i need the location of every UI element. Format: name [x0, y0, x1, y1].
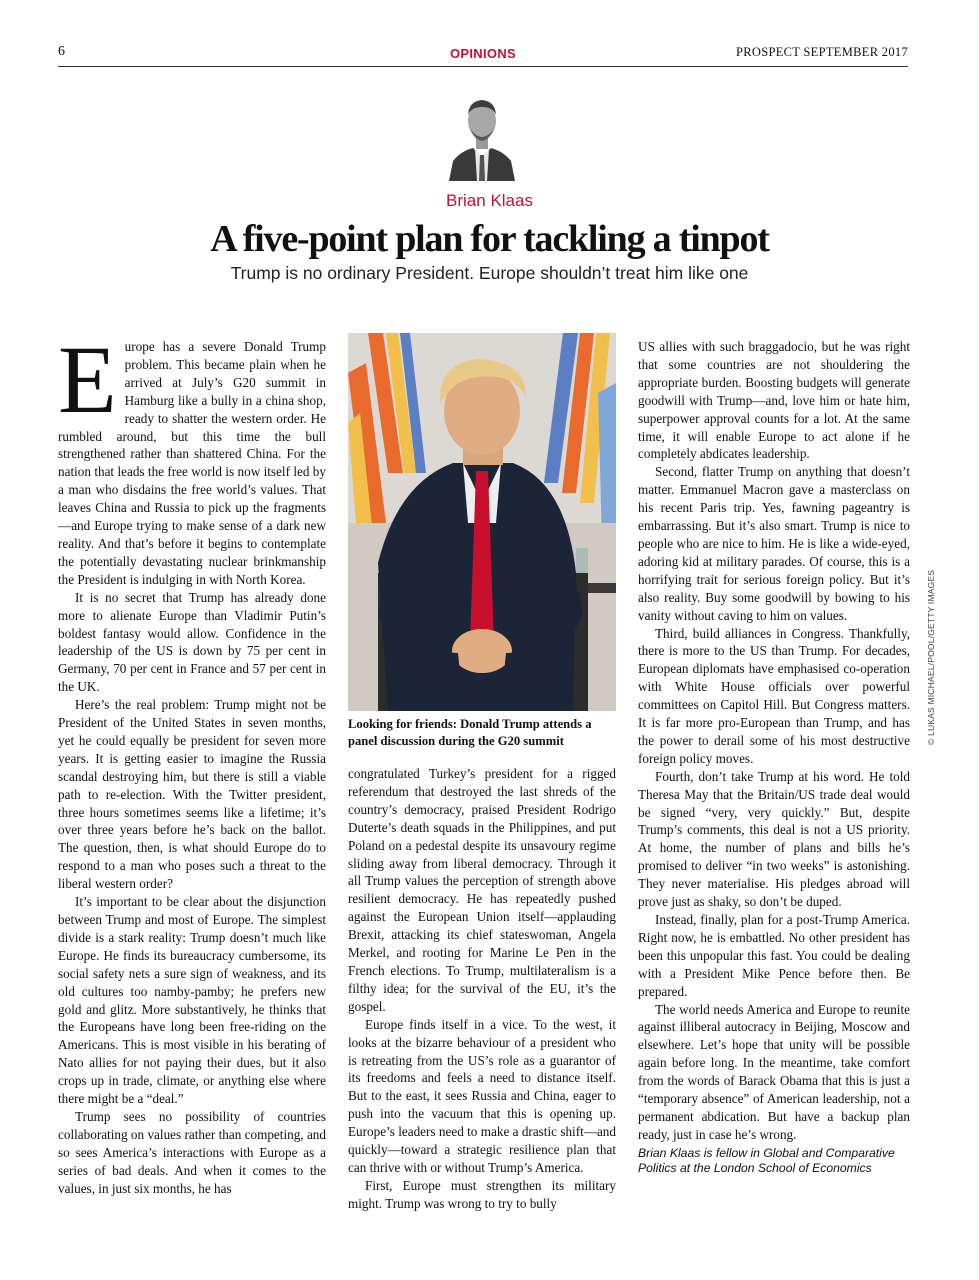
- headline: A five-point plan for tackling a tinpot: [210, 218, 769, 260]
- paragraph: Europe finds itself in a vice. To the west, it looks at the bizarre behaviour of a president who is retreating from the US’s role as a guarantor of its freedoms and feels a need to distance itself. But to the east, it sees Russia and China, eager to push into the vacuum that this is opening up. Europe’s leaders need to make a drastic shift—and quickly—toward a strategic resilience plan that can thrive with or without Trump’s America.: [348, 1016, 616, 1175]
- paragraph: The world needs America and Europe to reunite against illiberal autocracy in Beijing, Moscow and elsewhere. Let’s hope that unity will be possible again before long. In the meantime, take comfort from the words of Barack Obama that this is just a “temporary absence” of American leadership, not a permanent abdication. But have a backup plan ready, just in case he’s wrong.: [638, 1001, 910, 1142]
- paragraph: Europe has a severe Donald Trump problem. This became plain when he arrived at July’s G20 summit in Hamburg like a bully in a china shop, ready to shatter the western order. He rumbled around, but this time the bull strengthened rather than shattered China. For the nation that leads the free world is now itself led by a man who disdains the free world’s values. That leaves China and Russia to pick up the fragments—and Europe trying to make sense of a dark new reality. And that’s before it begins to contemplate the potentially devastating nuclear brinkmanship the President is indulging in with North Korea.: [58, 326, 326, 587]
- paragraph: First, Europe must strengthen its military might. Trump was wrong to try to bully: [348, 1177, 616, 1211]
- paragraph: Here’s the real problem: Trump might not be President of the United States in seven months, yet he could equally be president for seven more years. It is getting easier to imagine the Russia scandal destroying him, but there is still a viable path to re-election. With the Twitter president, three hours sometimes seems like a lifetime; it’s over three years before he’s back on the ballot. The question, then, is what should Europe do to respond to a man who poses such a threat to the liberal western order?: [58, 697, 326, 892]
- paragraph: Trump sees no possibility of countries collaborating on values rather than competing, and so sees America’s interactions with Europe as a series of bad deals. And when it comes to the values, in just six months, he has: [58, 1108, 326, 1196]
- page-header: [58, 44, 908, 64]
- author-byline: Brian Klaas: [446, 191, 533, 210]
- paragraph: It’s important to be clear about the disjunction between Trump and most of Europe. The simplest divide is a stark reality: Trump doesn’t much like Europe. He finds its bureaucracy cumbersome, its social safety nets a sure sign of weakness, and its old cultures too namby-pamby; he prefers new gold and glitz. More substantively, he thinks that the Europeans have long been free-riding on the Americans. This is most visible in his berating of Nato allies for not paying their dues, but it also crops up in trade, climate, or anything else where there might be a “deal.”: [58, 894, 326, 1107]
- trump-photo: [348, 333, 616, 711]
- paragraph: US allies with such braggadocio, but he was right that some countries are not shouldering the appropriate burden. Boosting budgets will generate goodwill with Trump—and, love him or hate him, superpower approval counts for a lot. At the same time, it will enable Europe to act alone if he completely abdicates leadership.: [638, 339, 910, 462]
- standfirst: Trump is no ordinary President. Europe shouldn’t treat him like one: [230, 263, 749, 283]
- article-column-1: [58, 326, 326, 1198]
- header-rule: [58, 66, 908, 67]
- author-bio: Brian Klaas is fellow in Global and Comparative Politics at the London School of Economics: [638, 1145, 895, 1176]
- paragraph: It is no secret that Trump has already done more to alienate Europe than Vladimir Putin’s boldest fantasy would allow. Confidence in the leadership of the US is down by 75 per cent in Germany, 70 per cent in France and 57 per cent in the UK.: [58, 589, 326, 695]
- article-column-3: [638, 338, 910, 1177]
- paragraph: Third, build alliances in Congress. Thankfully, there is more to the US than Trump. For decades, European diplomats have emphasised co-operation with White House officials over powerful committees on Capitol Hill. But Congress matters. It is far more pro-European than Trump, and has the power to derail some of his most destructive foreign policy moves.: [638, 625, 910, 766]
- page-number: 6: [58, 44, 65, 59]
- paragraph: congratulated Turkey’s president for a rigged referendum that destroyed the last shreds of the country’s democracy, praised President Rodrigo Duterte’s death squads in the Philippines, and put Poland on a pedestal despite its unsavoury regime sliding away from liberal democracy. Through it all Trump values the perception of strength above resilient democracy. He has repeatedly pushed against the European Union itself—applauding Brexit, attacking its chief stateswoman, Angela Merkel, and rooting for Marine Le Pen in the French elections. To Trump, multilateralism is a filthy idea; for the survival of the EU, it’s the gospel.: [348, 766, 616, 1014]
- paragraph: Instead, finally, plan for a post-Trump America. Right now, he is embattled. No other president has been this unpopular this fast. You could be dealing with a President Mike Pence before then. Be prepared.: [638, 912, 910, 999]
- drop-cap: E: [58, 326, 117, 433]
- article-column-2: [348, 765, 616, 1213]
- photo-credit: © LUKAS MICHAEL/POOL/GETTY IMAGES: [926, 569, 936, 745]
- photo-caption: Looking for friends: Donald Trump attends a panel discussion during the G20 summit: [348, 717, 592, 748]
- paragraph: Second, flatter Trump on anything that doesn’t matter. Emmanuel Macron gave a masterclass on his recent Paris trip. Yes, fawning pageantry is embarrassing. But it’s also smart. Trump is nice to people who are nice to him. He is like a wide-eyed, adoring kid at military parades. Of course, this is a horrifying trait for serious foreign policy. But it’s also reality. Buy some goodwill by bowing to his vanity without caving to him on values.: [638, 464, 910, 623]
- section-label: OPINIONS: [450, 46, 516, 61]
- paragraph: Fourth, don’t take Trump at his word. He told Theresa May that the Britain/US trade deal would be signed “very, very quickly.” But, despite Trump’s comments, this deal is not a US priority. At home, the number of plans and bills he’s promised to deliver “in two weeks” is astonishing. They never materialise. His pledges abroad will prove just as shaky, so don’t be duped.: [638, 768, 910, 910]
- author-portrait: [447, 91, 517, 181]
- issue-label: PROSPECT SEPTEMBER 2017: [736, 45, 908, 59]
